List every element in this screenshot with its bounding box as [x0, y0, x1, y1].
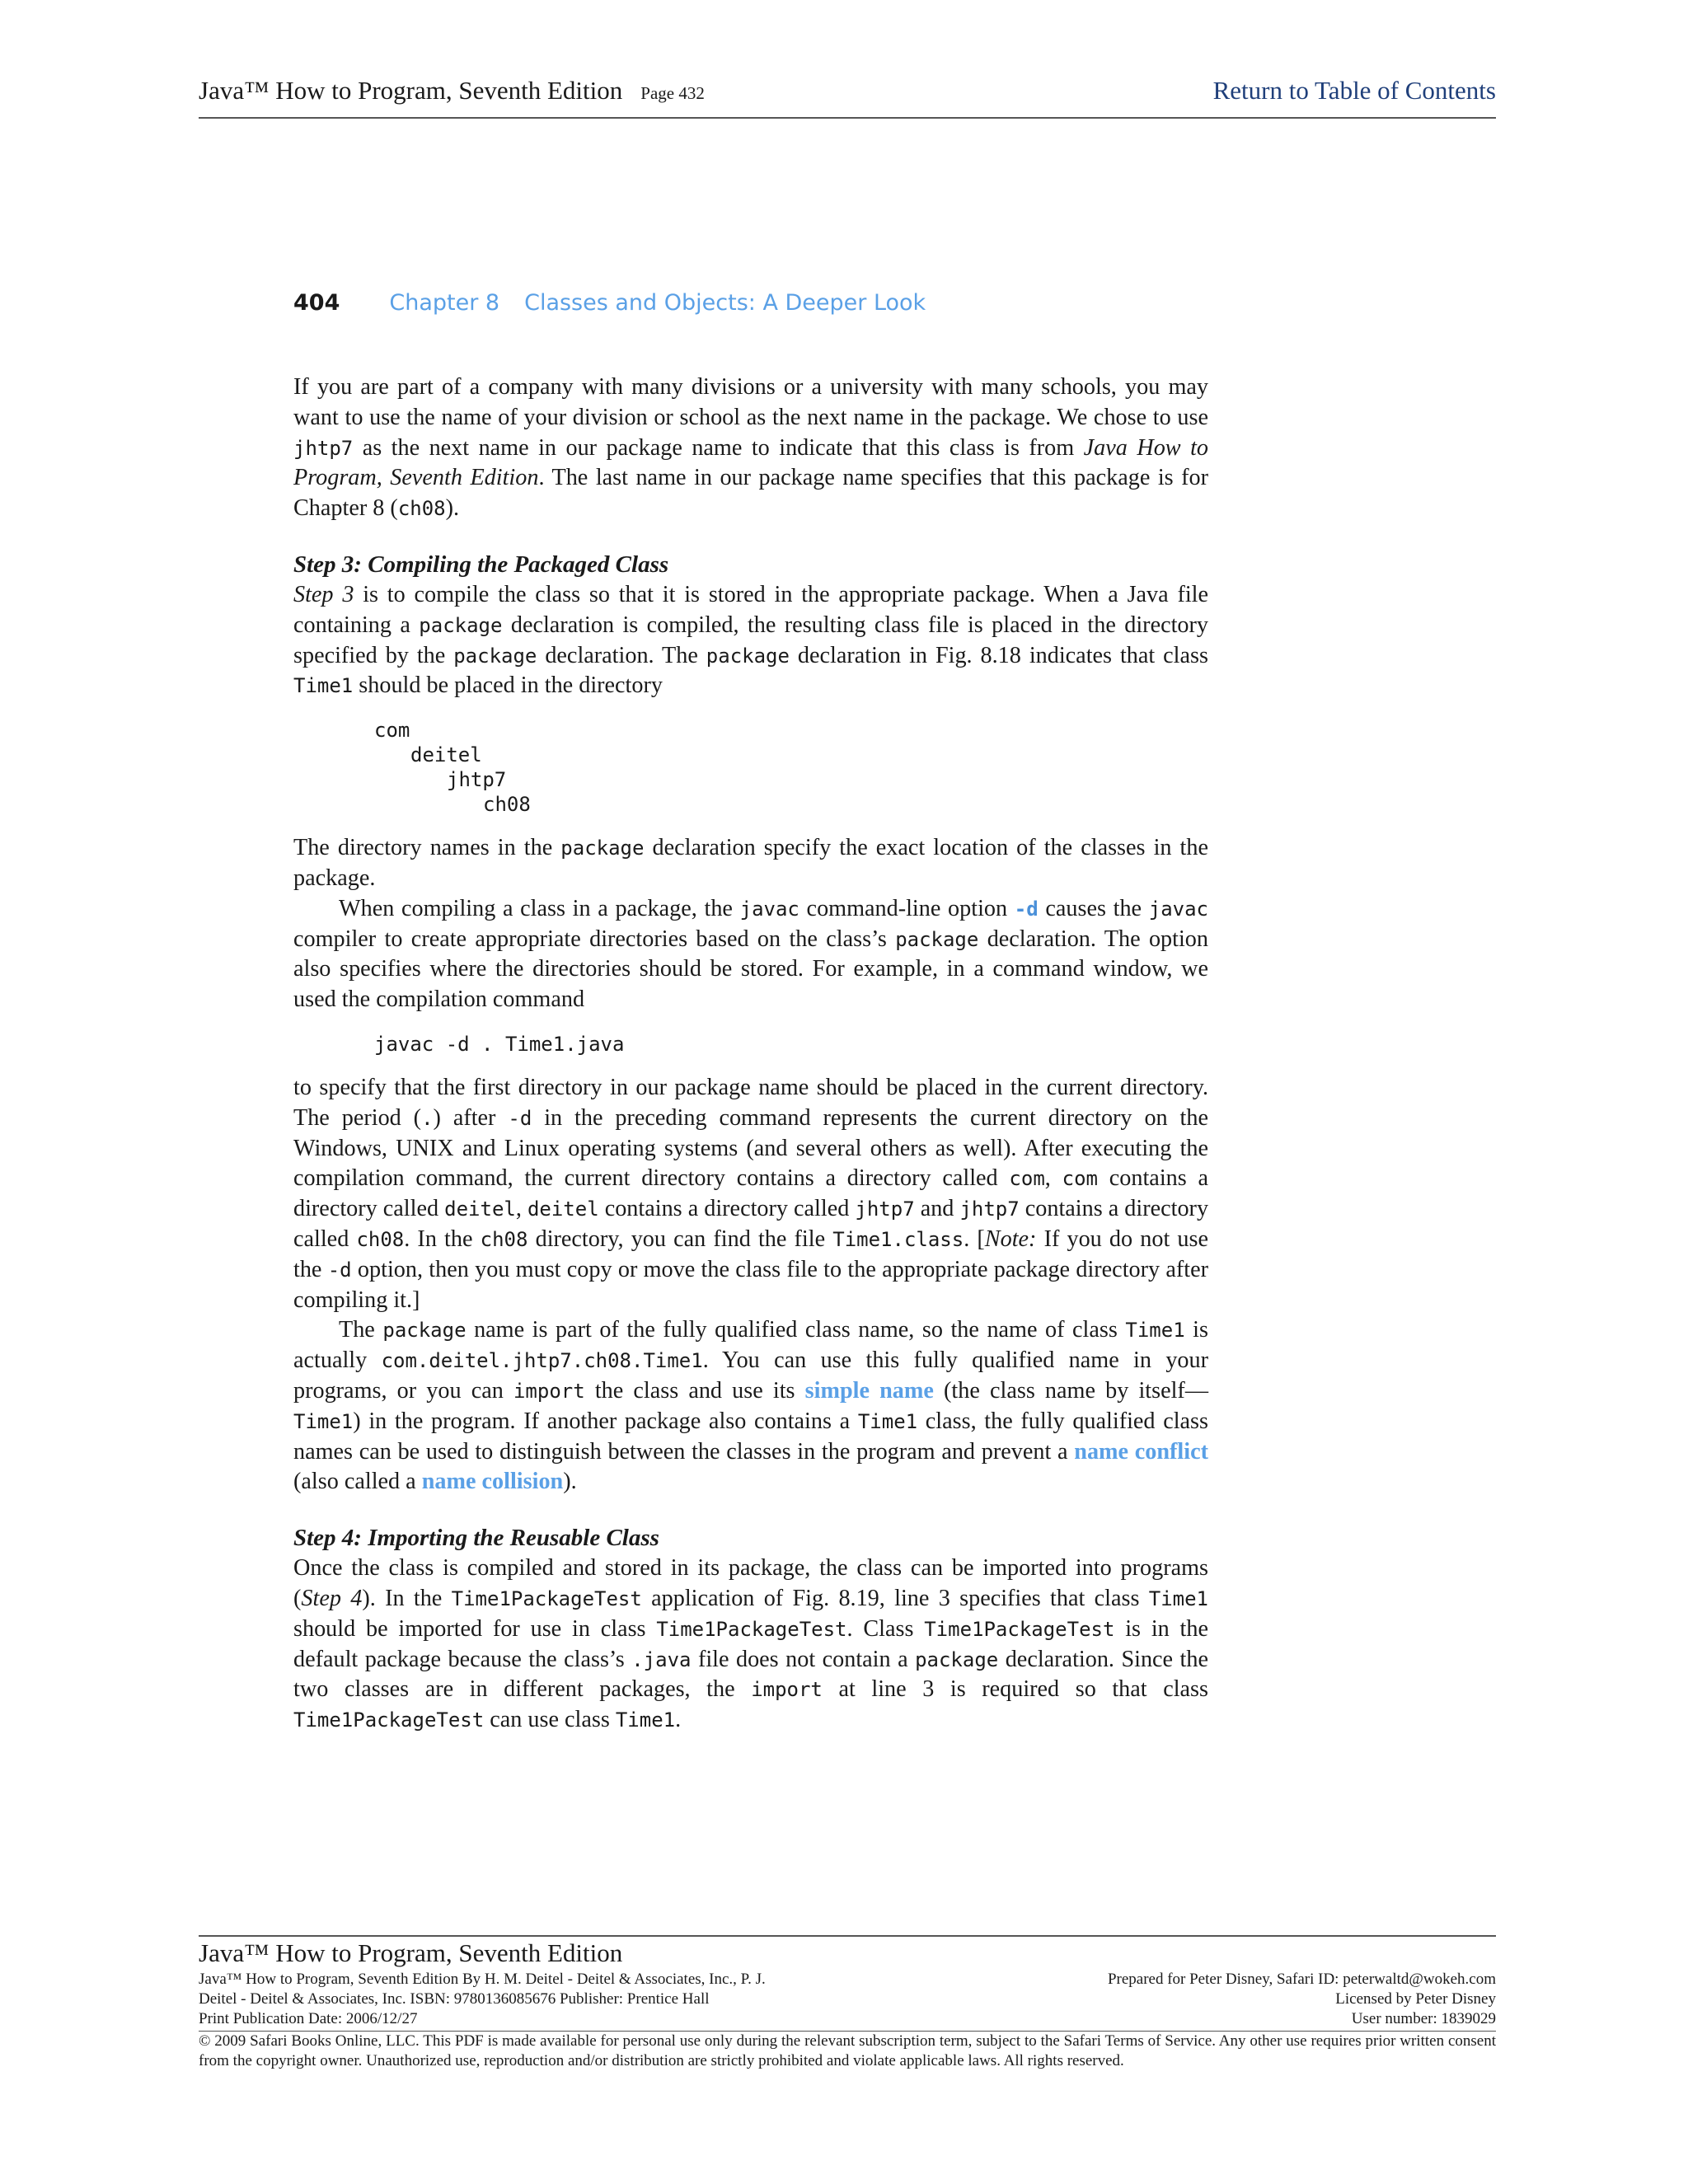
footer-prepared-for: Prepared for Peter Disney, Safari ID: peterwaltd@wokeh.com — [1107, 1971, 1496, 1988]
compile-command — [374, 1032, 1208, 1057]
page-label: Page 432 — [640, 83, 705, 103]
footer-publication-date: Print Publication Date: 2006/12/27 — [199, 2010, 418, 2027]
footer-licensed-by: Licensed by Peter Disney — [1335, 1990, 1496, 2008]
page-body — [293, 373, 1208, 1736]
term-name-conflict: name conflict — [1074, 1438, 1208, 1465]
footer-book-title: Java™ How to Program, Seventh Edition — [199, 1938, 623, 1967]
return-to-toc-link[interactable]: Return to Table of Contents — [1212, 76, 1496, 105]
page-footer — [199, 1935, 1496, 2071]
footer-copyright-notice: © 2009 Safari Books Online, LLC. This PDF is made available for personal use only during the relevant subscription term, subject to the Safari Terms of Service. Any other use requires prior written consent from the copyright owner. Unauthorized use, reproduction and/or distribution are strictly prohibited and violate applicable laws. All rights reserved. — [199, 2032, 1496, 2069]
term-name-collision: name collision — [421, 1469, 564, 1495]
paragraph-directory-names: The directory names in the package declaration specify the exact location of the classes in the package. — [293, 835, 1208, 891]
dir-deitel: deitel — [410, 743, 482, 767]
step3-heading: Step 3: Compiling the Packaged Class — [293, 551, 669, 578]
dir-com: com — [374, 719, 410, 743]
paragraph-package-naming: If you are part of a company with many divisions or a university with many schools, you may want to use the name of your division or school as the next name in the package. We chose to use jhtp7 as the next name in our package name to indicate that this class is from Java How to Program, Seventh Edition. The last name in our package name specifies that this package is for Chapter 8 (ch08). — [293, 374, 1209, 522]
book-title — [199, 76, 705, 105]
top-header — [199, 76, 1496, 119]
compile-command-text: javac -d . Time1.java — [374, 1032, 625, 1056]
chapter-title: Classes and Objects: A Deeper Look — [524, 290, 926, 316]
term-simple-name: simple name — [804, 1377, 934, 1404]
chapter-running-head — [293, 290, 926, 316]
step4-heading: Step 4: Importing the Reusable Class — [293, 1525, 659, 1552]
footer-user-number: User number: 1839029 — [1351, 2010, 1496, 2027]
paragraph-fully-qualified-name: The package name is part of the fully qualified class name, so the name of class Time1 is actually com.deitel.jhtp7.ch08.Time1. You can use this fully qualified name in your programs, or you can import the class and use its simple name (the class name by itself—Time1) in the program. If another package also contains a Time1 class, the fully qualified class names can be used to distinguish between the classes in the program and prevent a name conflict (also called a name collision). — [293, 1317, 1209, 1495]
printed-page-number: 404 — [293, 290, 340, 316]
footer-publication-line2: Deitel - Deitel & Associates, Inc. ISBN: 9780136085676 Publisher: Prentice Hall — [199, 1990, 710, 2008]
paragraph-javac-option: When compiling a class in a package, the javac command-line option -d causes the javac compiler to create appropriate directories based on the class’s package declaration. The option also specifies where the directories should be stored. For example, in a command window, we used the compilation command — [293, 895, 1208, 1013]
dir-jhtp7: jhtp7 — [447, 768, 507, 792]
footer-info — [199, 1970, 1496, 2029]
book-title-text: Java™ How to Program, Seventh Edition — [199, 76, 623, 105]
footer-publication-line1: Java™ How to Program, Seventh Edition By H. M. Deitel - Deitel & Associates, Inc., P. J. — [199, 1971, 766, 1988]
paragraph-step4: Once the class is compiled and stored in its package, the class can be imported into programs (Step 4). In the Time1PackageTest application of Fig. 8.19, line 3 specifies that class Time1 should be imported for use in class Time1PackageTest. Class Time1PackageTest is in the default package because the class’s .java file does not contain a package declaration. Since the two classes are in different packages, the import at line 3 is required so that class Time1PackageTest can use class Time1. — [293, 1555, 1208, 1733]
paragraph-current-directory: to specify that the first directory in our package name should be placed in the current directory. The period (.) after -d in the preceding command represents the current directory on the Windows, UNIX and Linux operating systems (and several others as well). After executing the compilation command, the current directory contains a directory called com, com contains a directory called deitel, deitel contains a directory called jhtp7 and jhtp7 contains a directory called ch08. In the ch08 directory, you can find the file Time1.class. [Note: If you do not use the -d option, then you must copy or move the class file to the appropriate package directory after compiling it.] — [293, 1074, 1209, 1313]
paragraph-step3: Step 3 is to compile the class so that it is stored in the appropriate package. When a Java file containing a package declaration is compiled, the resulting class file is placed in the directory specified by the package declaration. The package declaration in Fig. 8.18 indicates that class Time1 should be placed in the directory — [293, 581, 1209, 699]
directory-tree — [374, 718, 1208, 817]
chapter-label: Chapter 8 — [389, 290, 500, 316]
dir-ch08: ch08 — [483, 793, 531, 817]
